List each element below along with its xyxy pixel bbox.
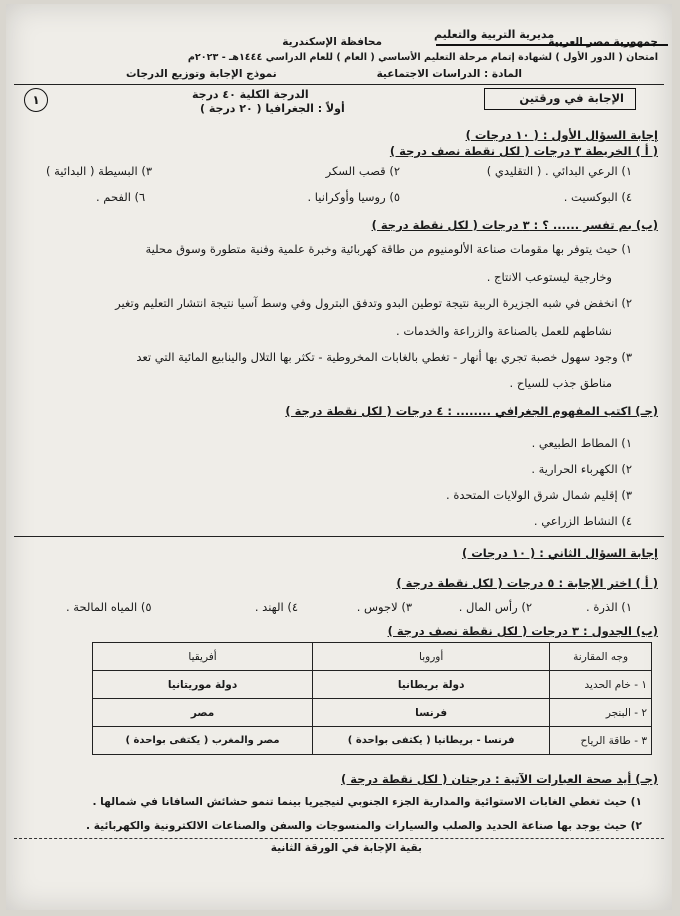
q1-b-item-1: ١) حيث يتوفر بها مقومات صناعة الألومنيوم من طاقة كهربائية وخبرة علمية وفنية متطورة وسوق محلية <box>145 242 632 256</box>
header-subject: المادة : الدراسات الاجتماعية <box>376 68 522 80</box>
q1-b-item-3: ٣) وجود سهول خصبة تجري بها أنهار - تغطي بالغابات المخروطية - تكثر بها التلال والينابيع المائية التي تعد <box>136 350 632 364</box>
table-row <box>93 699 652 727</box>
q1-a-title: ( أ ) الخريطة ٣ درجات ( لكل نقطة نصف درجة ) <box>389 144 658 158</box>
page-number: ١ <box>24 88 48 112</box>
q1-a-item-3: ٣) البسيطة ( البدائية ) <box>46 164 153 178</box>
q2-c-item-2: ٢) حيث يوجد بها صناعة الحديد والصلب والسيارات والمنسوجات والسفن والصناعات الالكترونية والكهربائية . <box>86 820 642 832</box>
q1-a-item-1: ١) الرعي البدائي . ( التقليدي ) <box>486 164 632 178</box>
comparison-table <box>92 642 652 755</box>
q2-c-title: (جـ) أيد صحة العبارات الآتية : درجتان ( لكل نقطة درجة ) <box>341 772 658 786</box>
q2-c-item-1: ١) حيث تغطي الغابات الاستوائية والمدارية الجزء الجنوبي لنيجيريا بينما تنمو حشائش السافانا في شمالها . <box>92 796 642 808</box>
q1-a-item-2: ٢) قصب السكر <box>325 164 400 178</box>
geography-grade: أولاً : الجغرافيا ( ٢٠ درجة ) <box>200 102 345 115</box>
header-country: جمهورية مصر العربية <box>548 36 658 48</box>
table-header: وجه المقارنة <box>550 643 652 671</box>
table-row <box>93 643 652 671</box>
header-directorate: مديرية التربية والتعليم <box>434 28 555 41</box>
q2-a-item-4: ٤) الهند . <box>254 600 298 614</box>
table-header: أوروبا <box>313 643 550 671</box>
table-row <box>93 727 652 755</box>
table-cell: ٣ - طاقة الرياح <box>550 727 652 755</box>
table-cell: دولة بريطانيا <box>313 671 550 699</box>
header-model: نموذج الإجابة وتوزيع الدرجات <box>126 68 277 80</box>
q1-c-item-1: ١) المطاط الطبيعي . <box>531 436 632 450</box>
q2-a-item-5: ٥) المياه المالحة . <box>66 600 152 614</box>
q1-b-item-1-cont: وخارجية ليستوعب الانتاج . <box>486 270 612 284</box>
total-grade: الدرجة الكلية ٤٠ درجة <box>192 88 309 101</box>
q1-b-item-2: ٢) انخفض في شبه الجزيرة الربية نتيجة توطين البدو وتدفق البترول وفي وسط آسيا نتيجة انتشار التعليم وتغير <box>115 296 632 310</box>
answer-pages: الإجابة في ورقتين <box>519 91 624 105</box>
q1-title: إجابة السؤال الأول : ( ١٠ درجات ) <box>465 128 658 142</box>
table-row <box>93 671 652 699</box>
q2-b-title: (ب) الجدول : ٣ درجات ( لكل نقطة نصف درجة ) <box>387 624 658 638</box>
table-cell: فرنسا <box>313 699 550 727</box>
q1-c-item-4: ٤) النشاط الزراعي . <box>533 514 632 528</box>
q2-a-title: ( أ ) اختر الإجابة : ٥ درجات ( لكل نقطة درجة ) <box>396 576 658 590</box>
q1-b-item-2-cont: نشاطهم للعمل بالصناعة والزراعة والخدمات . <box>396 324 612 338</box>
q1-b-title: (ب) بم تفسر ...... ؟ : ٣ درجات ( لكل نقطة درجة ) <box>371 218 658 232</box>
q1-c-title: (جـ) اكتب المفهوم الجغرافي ........ : ٤ درجات ( لكل نقطة درجة ) <box>285 404 658 418</box>
q1-a-item-5: ٥) روسيا وأوكرانيا . <box>307 190 400 204</box>
q1-c-item-3: ٣) إقليم شمال شرق الولايات المتحدة . <box>446 488 632 502</box>
table-cell: دولة موريتانيا <box>93 671 313 699</box>
table-cell: فرنسا - بريطانيا ( يكتفى بواحدة ) <box>313 727 550 755</box>
header-governorate: محافظة الإسكندرية <box>282 36 382 48</box>
q1-a-item-6: ٦) الفحم . <box>96 190 146 204</box>
q1-c-item-2: ٢) الكهرباء الحرارية . <box>531 462 632 476</box>
exam-page <box>6 4 672 910</box>
header-exam: امتحان ( الدور الأول ) لشهادة إتمام مرحلة التعليم الأساسي ( العام ) للعام الدراسي ١٤٤٤هـ - ٢٠٢٣م <box>187 52 658 63</box>
q2-title: إجابة السؤال الثاني : ( ١٠ درجات ) <box>461 546 658 560</box>
table-cell: ١ - خام الحديد <box>550 671 652 699</box>
q1-a-item-4: ٤) البوكسيت . <box>563 190 632 204</box>
table-cell: مصر <box>93 699 313 727</box>
q2-a-item-3: ٣) لاجوس . <box>356 600 412 614</box>
q2-a-item-2: ٢) رأس المال . <box>458 600 532 614</box>
table-cell: ٢ - البنجر <box>550 699 652 727</box>
q2-a-item-1: ١) الذرة . <box>586 600 632 614</box>
q1-b-item-3-cont: مناطق جذب للسياح . <box>509 376 612 390</box>
continued-note: بقية الإجابة في الورقة الثانية <box>270 842 422 854</box>
table-header: أفريقيا <box>93 643 313 671</box>
table-cell: مصر والمغرب ( يكتفى بواحدة ) <box>93 727 313 755</box>
